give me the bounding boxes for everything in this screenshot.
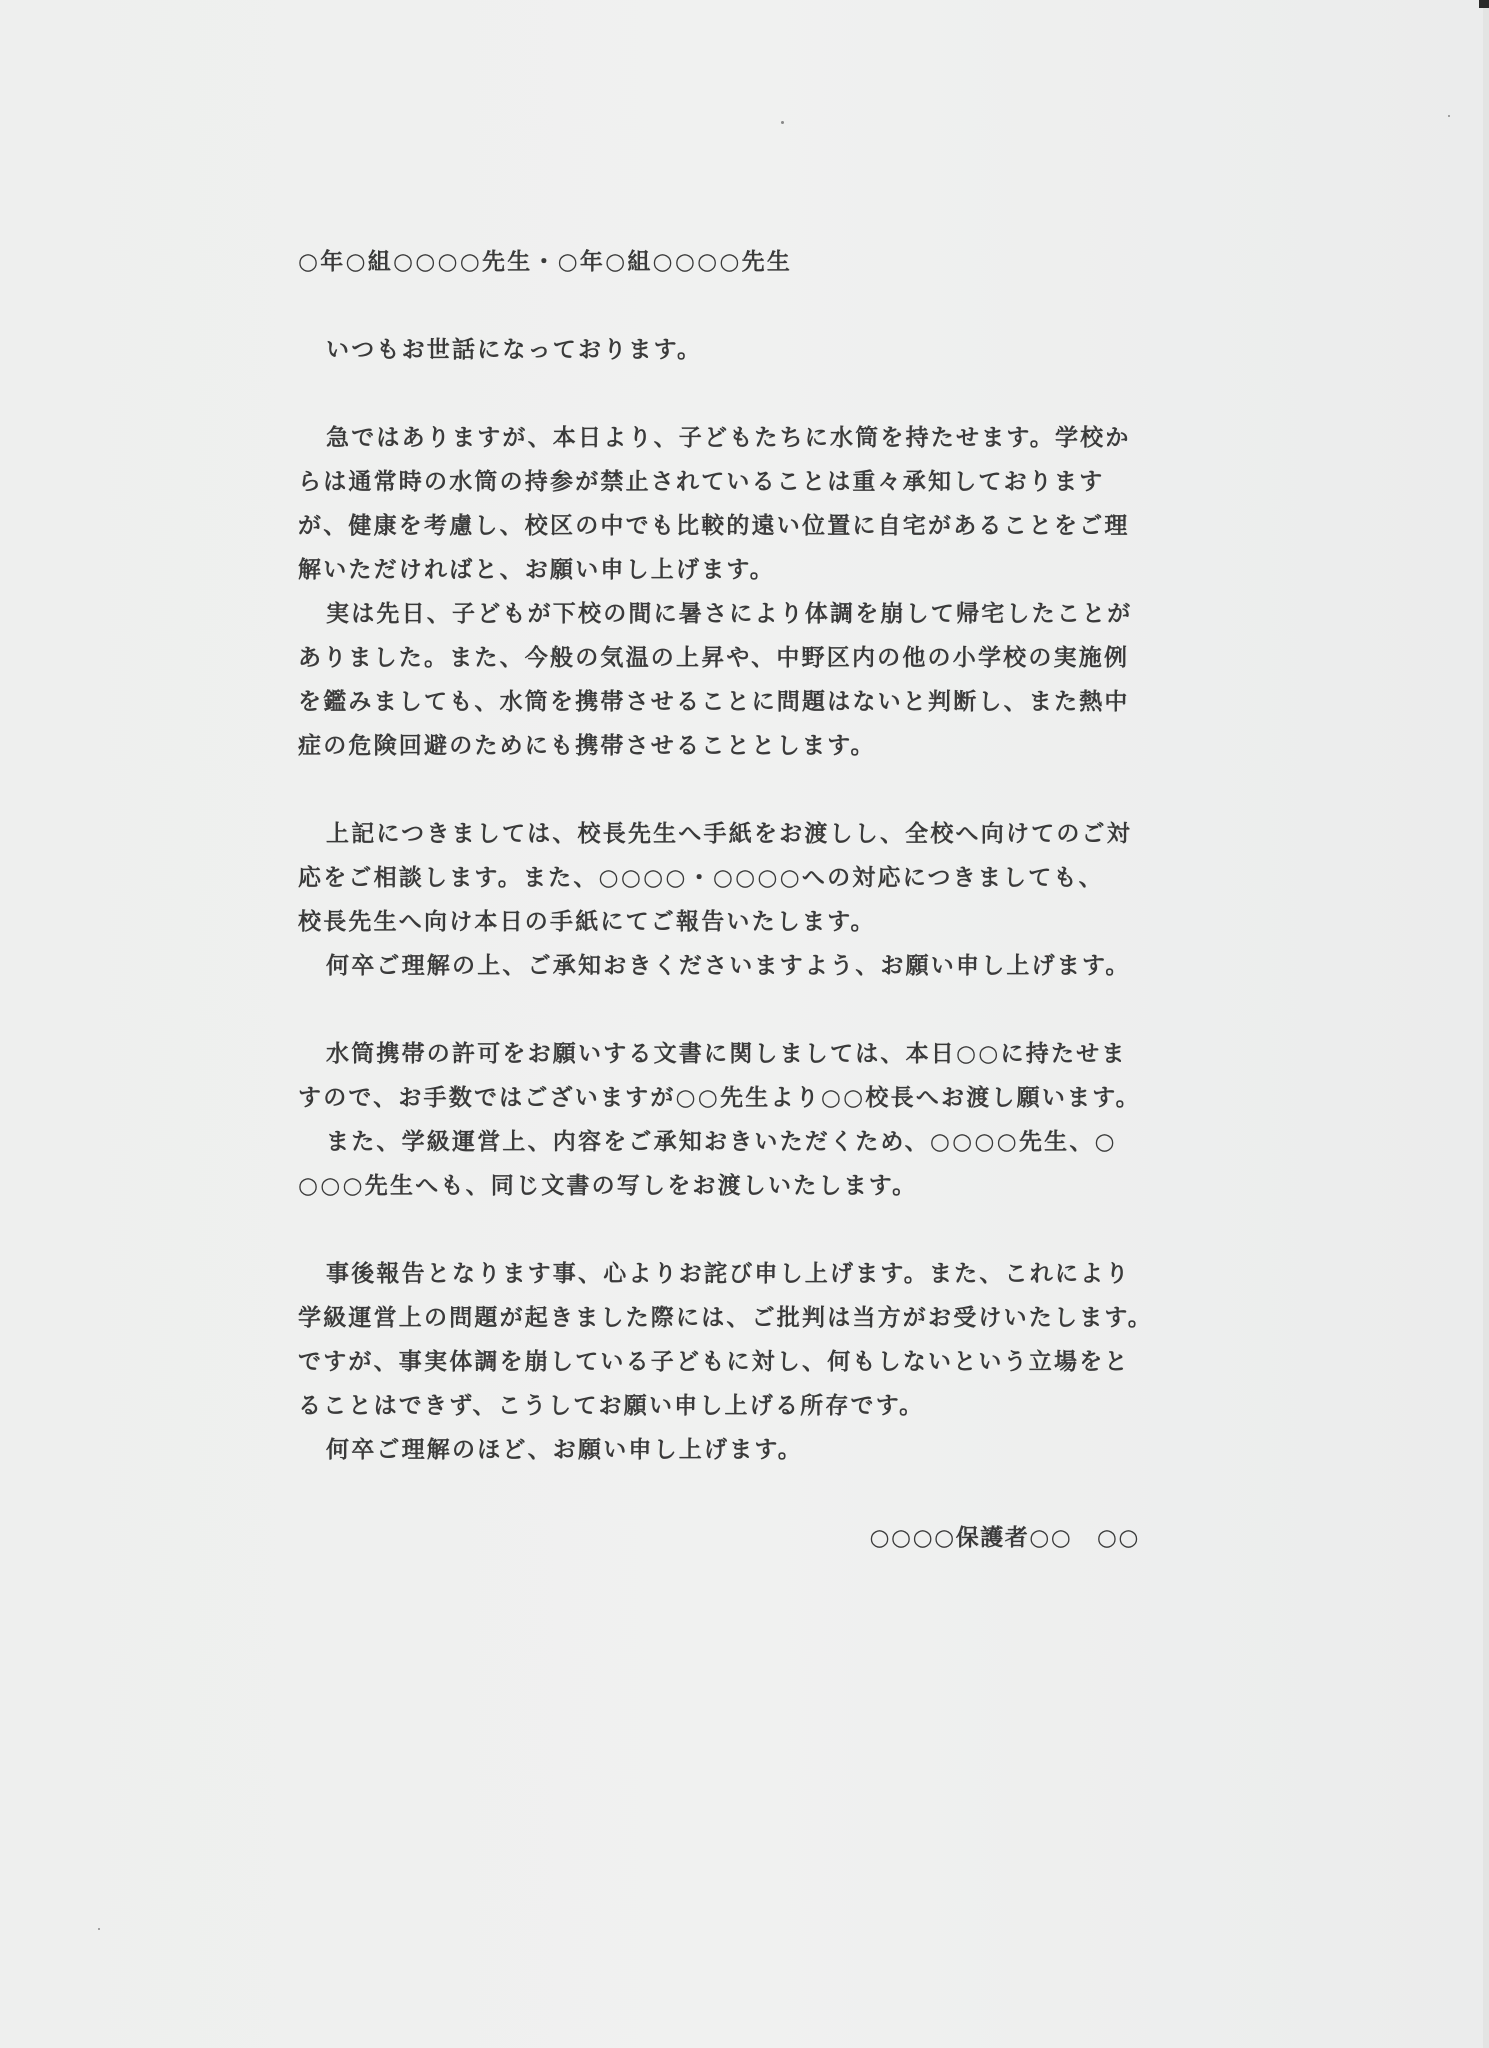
text-line: また、学級運営上、内容をご承知おきいただくため、○○○○先生、○ — [326, 1128, 1117, 1155]
text-line: 水筒携帯の許可をお願いする文書に関しましては、本日○○に持たせま — [326, 1040, 1127, 1067]
dust-speck — [781, 121, 784, 124]
text-line: ありました。また、今般の気温の上昇や、中野区内の他の小学校の実施例 — [298, 644, 1130, 671]
text-line: 症の危険回避のためにも携帯させることとします。 — [298, 732, 876, 759]
scan-corner-mark — [1479, 0, 1489, 8]
text-line: 解いただければと、お願い申し上げます。 — [298, 556, 775, 583]
dust-speck — [98, 1928, 100, 1930]
text-line: 上記につきましては、校長先生へ手紙をお渡しし、全校へ向けてのご対 — [326, 820, 1132, 847]
signature: ○○○○保護者○○ ○○ — [869, 1524, 1140, 1551]
letter-body — [298, 240, 1158, 1560]
text-line: 実は先日、子どもが下校の間に暑さにより体調を崩して帰宅したことが — [326, 600, 1133, 627]
text-line: 校長先生へ向け本日の手紙にてご報告いたします。 — [298, 908, 876, 935]
text-line: らは通常時の水筒の持参が禁止されていることは重々承知しております — [298, 468, 1105, 495]
blank-line — [298, 988, 1158, 1032]
blank-line — [298, 284, 1158, 328]
text-line: 何卒ご理解のほど、お願い申し上げます。 — [326, 1436, 803, 1463]
paragraph-request — [298, 416, 1158, 768]
greeting: いつもお世話になっております。 — [326, 336, 703, 363]
blank-line — [298, 372, 1158, 416]
text-line: ○○○先生へも、同じ文書の写しをお渡しいたします。 — [298, 1172, 918, 1199]
paragraph-principal — [298, 812, 1158, 988]
text-line: 急ではありますが、本日より、子どもたちに水筒を持たせます。学校か — [326, 424, 1131, 451]
text-line: 学級運営上の問題が起きました際には、ご批判は当方がお受けいたします。 — [298, 1304, 1153, 1331]
blank-line — [298, 1472, 1158, 1516]
text-line: 事後報告となります事、心よりお詫び申し上げます。また、これにより — [326, 1260, 1131, 1287]
scan-edge — [1483, 0, 1489, 2048]
dust-speck — [1448, 115, 1450, 117]
text-line: ですが、事実体調を崩している子どもに対し、何もしないという立場をと — [298, 1348, 1130, 1375]
paragraph-apology — [298, 1252, 1158, 1472]
addressee: ○年○組○○○○先生・○年○組○○○○先生 — [298, 248, 793, 275]
text-line: が、健康を考慮し、校区の中でも比較的遠い位置に自宅があることをご理 — [298, 512, 1130, 539]
text-line: を鑑みましても、水筒を携帯させることに問題はないと判断し、また熱中 — [298, 688, 1130, 715]
text-line: 何卒ご理解の上、ご承知おきくださいますよう、お願い申し上げます。 — [326, 952, 1131, 979]
blank-line — [298, 1208, 1158, 1252]
text-line: 応をご相談します。また、○○○○・○○○○への対応につきましても、 — [298, 864, 1104, 891]
text-line: ることはできず、こうしてお願い申し上げる所存です。 — [298, 1392, 925, 1419]
text-line: すので、お手数ではございますが○○先生より○○校長へお渡し願います。 — [298, 1084, 1141, 1111]
blank-line — [298, 768, 1158, 812]
paragraph-document — [298, 1032, 1158, 1208]
